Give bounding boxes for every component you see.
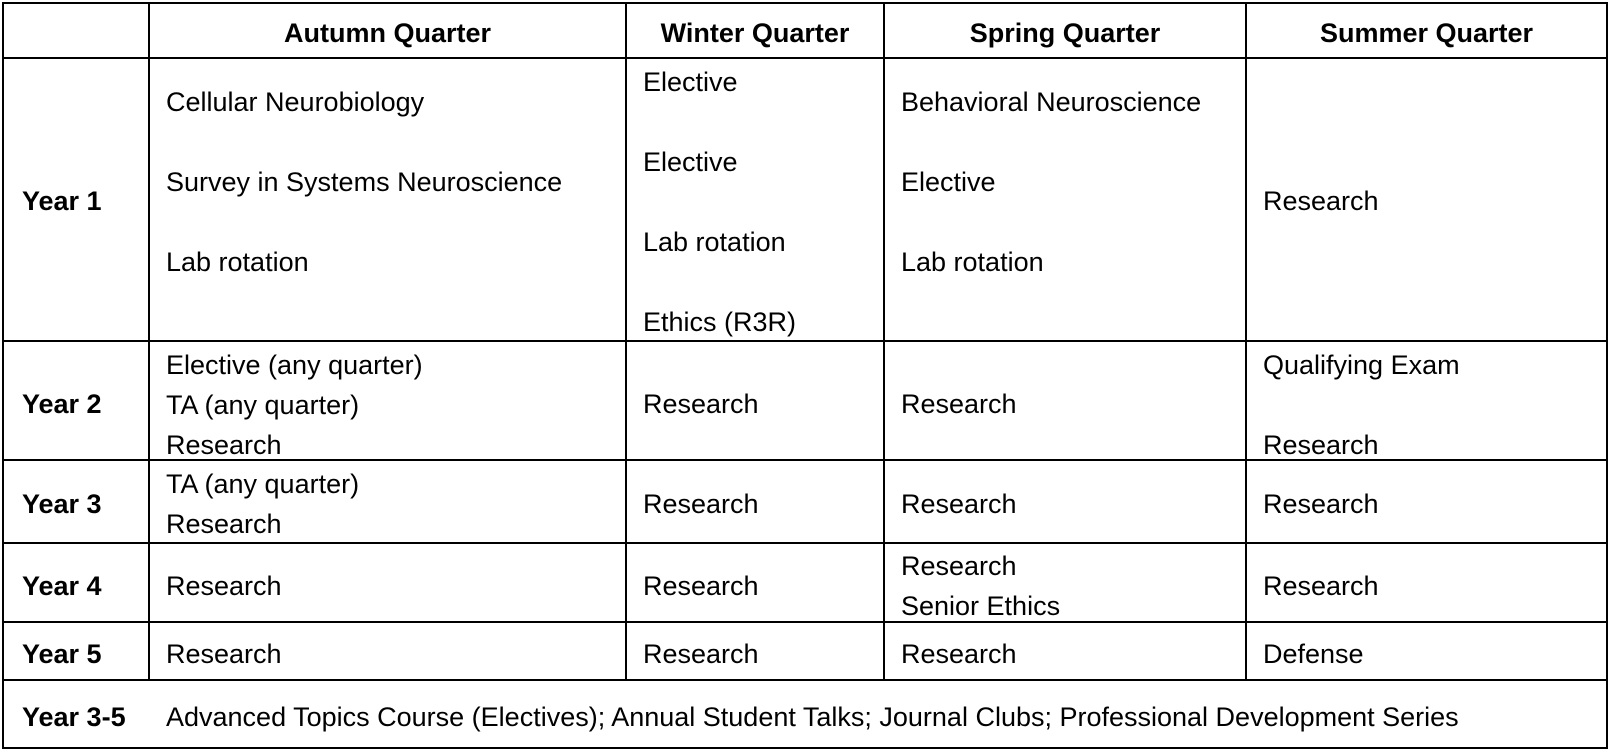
year-1-autumn-cell [166,82,562,282]
row-divider [2,57,1608,59]
header-spring: Spring Quarter [969,18,1161,48]
year-2-winter-cell [643,384,759,424]
row-label-year-3-5: Year 3-5 [22,702,126,732]
course-item: Research [643,571,759,601]
course-item: Research [1263,489,1379,519]
year-3-spring-cell [901,484,1017,524]
course-item: Senior Ethics [901,591,1061,621]
row-label-year-1: Year 1 [22,186,102,216]
course-item: Qualifying Exam [1263,350,1460,380]
header-summer: Summer Quarter [1319,18,1534,48]
course-item: Research [901,639,1017,669]
header-autumn: Autumn Quarter [283,18,491,48]
course-item: Research [643,489,759,519]
course-item: Survey in Systems Neuroscience [166,167,563,197]
table-border-left [2,2,4,749]
course-item: Research [901,489,1017,519]
row-divider [2,679,1608,681]
year-5-autumn-cell [166,634,282,674]
row-label-year-2: Year 2 [22,389,102,419]
table-border-right [1606,2,1608,749]
year-1-spring-cell [901,82,1201,282]
course-item: Elective [643,147,738,177]
course-item: TA (any quarter) [166,469,360,499]
column-divider [148,2,150,681]
year-2-spring-cell [901,384,1017,424]
year-4-summer-cell [1263,566,1379,606]
column-divider [1245,2,1247,681]
year-4-autumn-cell [166,566,282,606]
column-divider [883,2,885,681]
course-item: Lab rotation [901,247,1044,277]
course-item: Research [643,639,759,669]
course-item: Cellular Neurobiology [166,87,425,117]
course-item: Elective (any quarter) [166,350,423,380]
course-item: Research [166,509,282,539]
column-divider [625,2,627,681]
footer-activities: Advanced Topics Course (Electives); Annual Student Talks; Journal Clubs; Professional Development Series [166,702,1459,732]
course-item: Lab rotation [166,247,309,277]
course-item: TA (any quarter) [166,390,360,420]
course-item: Ethics (R3R) [643,307,797,337]
table-border-top [2,2,1608,4]
year-4-winter-cell [643,566,759,606]
year-3-summer-cell [1263,484,1379,524]
course-item: Elective [643,67,738,97]
course-item: Research [166,639,282,669]
course-item: Research [1263,430,1379,460]
course-item: Elective [901,167,996,197]
year-2-summer-cell [1263,345,1460,465]
row-label-year-5: Year 5 [22,639,102,669]
year-3-autumn-cell [166,464,359,544]
year-5-winter-cell [643,634,759,674]
course-item: Research [643,389,759,419]
course-item: Research [166,571,282,601]
year-3-winter-cell [643,484,759,524]
course-item: Defense [1263,639,1364,669]
course-item: Research [901,389,1017,419]
course-item: Research [901,551,1017,581]
year-5-summer-cell [1263,634,1364,674]
year-2-autumn-cell [166,345,423,465]
course-item: Research [1263,571,1379,601]
course-item: Behavioral Neuroscience [901,87,1202,117]
header-winter: Winter Quarter [660,18,850,48]
course-item: Research [1263,186,1379,216]
table-border-bottom [2,747,1608,749]
row-divider [2,621,1608,623]
row-divider [2,340,1608,342]
course-item: Research [166,430,282,460]
year-1-winter-cell [643,62,796,342]
course-item: Lab rotation [643,227,786,257]
row-label-year-4: Year 4 [22,571,102,601]
year-1-summer-cell [1263,181,1379,221]
year-5-spring-cell [901,634,1017,674]
row-label-year-3: Year 3 [22,489,102,519]
year-4-spring-cell [901,546,1060,626]
